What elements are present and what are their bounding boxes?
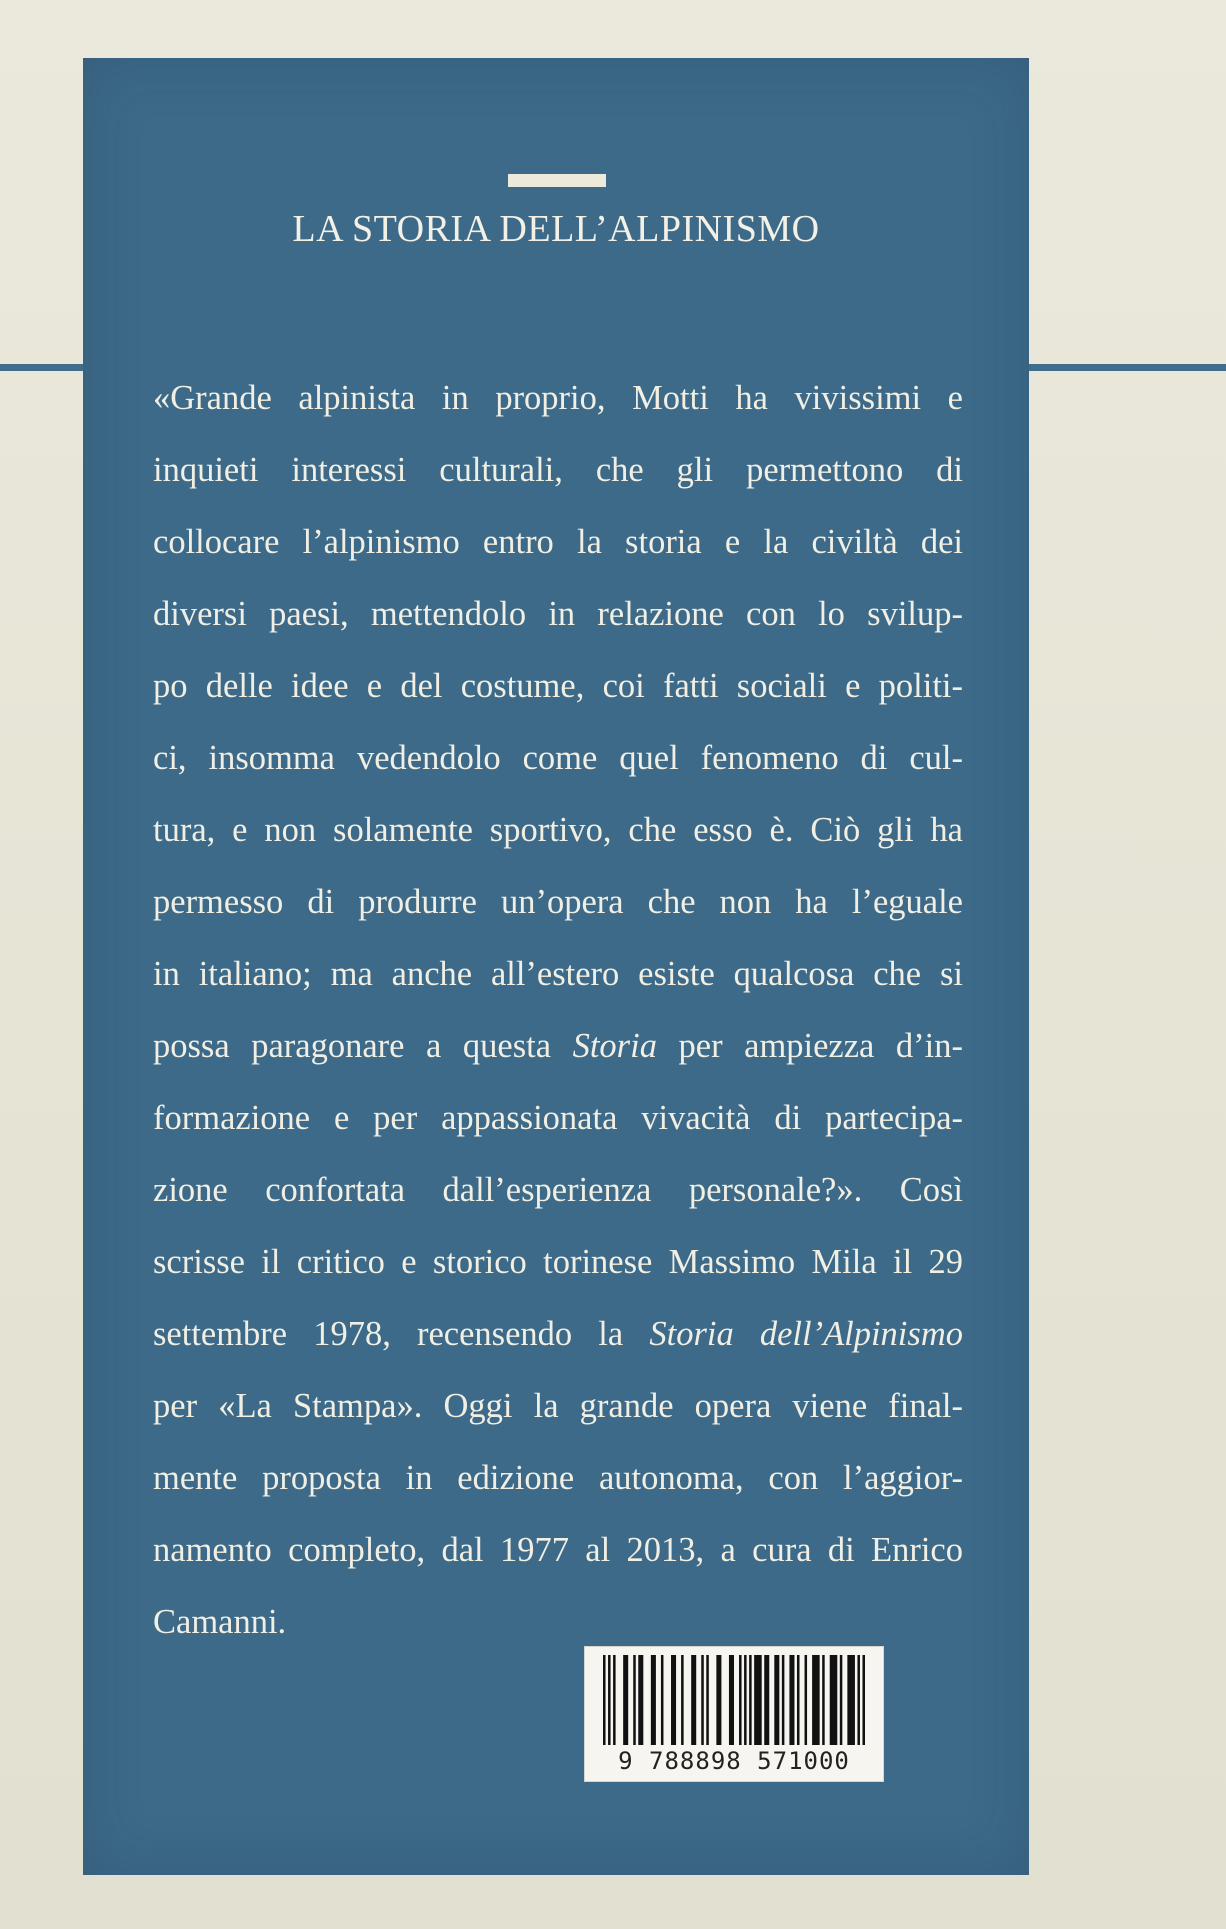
barcode-bar bbox=[830, 1655, 838, 1745]
barcode-bar bbox=[805, 1655, 808, 1745]
barcode-bar bbox=[633, 1655, 636, 1745]
barcode-bar bbox=[603, 1655, 606, 1745]
barcode-bar bbox=[691, 1655, 696, 1745]
barcode-bar bbox=[661, 1655, 664, 1745]
barcode-bar bbox=[638, 1655, 643, 1745]
blurb-text bbox=[153, 362, 963, 1658]
blurb-line: inquieti interessi culturali, che gli permettono di bbox=[153, 451, 963, 489]
barcode-bar bbox=[716, 1655, 721, 1745]
decorative-bar bbox=[508, 174, 606, 187]
blurb-line: per «La Stampa». Oggi la grande opera viene final- bbox=[153, 1387, 963, 1425]
barcode-bar bbox=[774, 1655, 779, 1745]
barcode-bar bbox=[840, 1655, 843, 1745]
blurb-line: collocare l’alpinismo entro la storia e la civiltà dei bbox=[153, 523, 963, 561]
barcode-bar bbox=[754, 1655, 762, 1745]
blurb-line: mente proposta in edizione autonoma, con l’aggior- bbox=[153, 1459, 963, 1497]
blurb-line: scrisse il critico e storico torinese Massimo Mila il 29 bbox=[153, 1243, 963, 1281]
blurb-line: settembre 1978, recensendo la Storia dell’Alpinismo bbox=[153, 1315, 963, 1353]
barcode-number: 9 788898 571000 bbox=[618, 1747, 850, 1775]
barcode-bar bbox=[812, 1655, 820, 1745]
barcode-bar bbox=[651, 1655, 656, 1745]
series-title: LA STORIA DELL’ALPINISMO bbox=[292, 208, 820, 250]
barcode-bar bbox=[739, 1655, 742, 1745]
blurb-line: po delle idee e del costume, coi fatti sociali e politi- bbox=[153, 667, 963, 705]
barcode-bar bbox=[789, 1655, 794, 1745]
barcode-bar bbox=[623, 1655, 628, 1745]
right-rule bbox=[1028, 364, 1226, 371]
italic-title: Storia dell’Alpinismo bbox=[649, 1315, 963, 1353]
blurb-line: «Grande alpinista in proprio, Motti ha vivissimi e bbox=[153, 379, 963, 417]
barcode-bar bbox=[706, 1655, 709, 1745]
barcode-bar bbox=[764, 1655, 769, 1745]
blurb-line: Camanni. bbox=[153, 1603, 287, 1641]
isbn-barcode bbox=[584, 1646, 884, 1782]
blurb-line: possa paragonare a questa Storia per ampiezza d’in- bbox=[153, 1027, 963, 1065]
barcode-bars bbox=[599, 1655, 869, 1745]
blurb-line: formazione e per appassionata vivacità di partecipa- bbox=[153, 1099, 963, 1137]
blurb-line: tura, e non solamente sportivo, che esso è. Ciò gli ha bbox=[153, 811, 963, 849]
barcode-bar bbox=[857, 1655, 860, 1745]
blurb-line: diversi paesi, mettendolo in relazione con lo svilup- bbox=[153, 595, 963, 633]
barcode-bar bbox=[744, 1655, 747, 1745]
barcode-bar bbox=[681, 1655, 684, 1745]
barcode-bar bbox=[782, 1655, 785, 1745]
barcode-bar bbox=[701, 1655, 704, 1745]
blurb-line: namento completo, dal 1977 al 2013, a cura di Enrico bbox=[153, 1531, 963, 1569]
barcode-bar bbox=[729, 1655, 734, 1745]
left-rule bbox=[0, 364, 84, 371]
barcode-bar bbox=[822, 1655, 825, 1745]
barcode-bar bbox=[613, 1655, 616, 1745]
blurb-line: permesso di produrre un’opera che non ha l’eguale bbox=[153, 883, 963, 921]
blue-panel bbox=[83, 58, 1029, 1875]
blurb-line: zione confortata dall’esperienza personale?». Così bbox=[153, 1171, 963, 1209]
barcode-bar bbox=[608, 1655, 611, 1745]
barcode-bar bbox=[671, 1655, 676, 1745]
barcode-bar bbox=[797, 1655, 800, 1745]
barcode-bar bbox=[749, 1655, 752, 1745]
italic-title: Storia bbox=[572, 1027, 657, 1065]
blurb-line: in italiano; ma anche all’estero esiste qualcosa che si bbox=[153, 955, 963, 993]
blurb-line: ci, insomma vedendolo come quel fenomeno di cul- bbox=[153, 739, 963, 777]
barcode-bar bbox=[862, 1655, 865, 1745]
barcode-bar bbox=[847, 1655, 855, 1745]
